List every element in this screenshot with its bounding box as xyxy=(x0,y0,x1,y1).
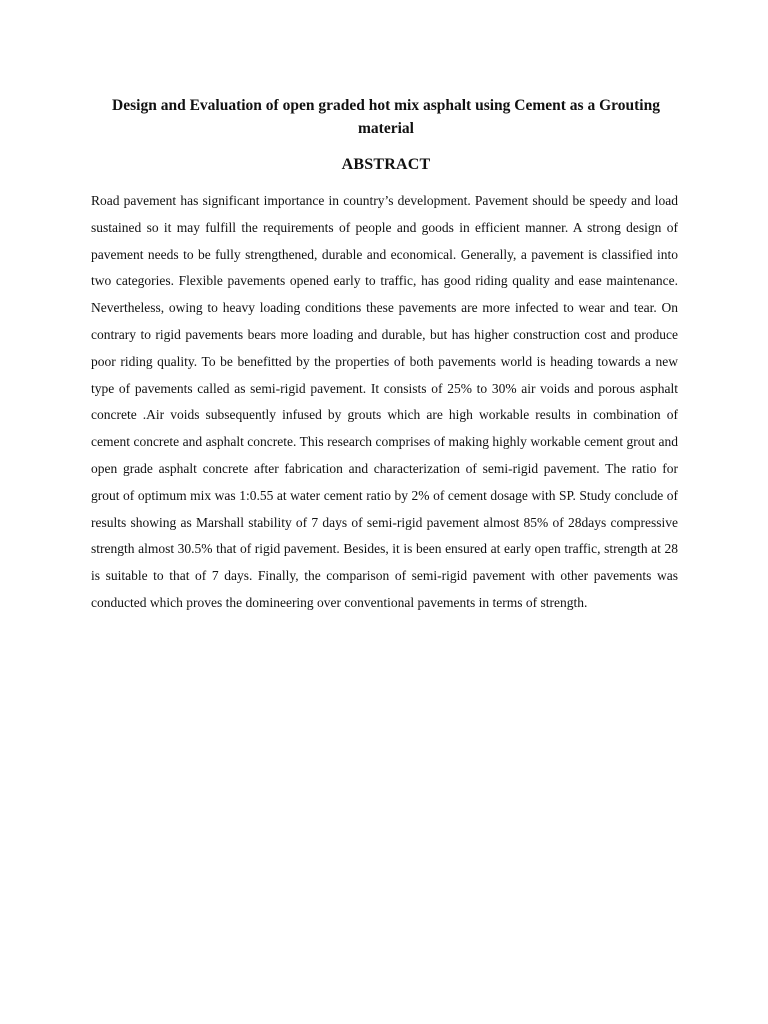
document-title: Design and Evaluation of open graded hot mix asphalt using Cement as a Grouting material xyxy=(112,97,660,137)
abstract-heading: ABSTRACT xyxy=(341,156,431,173)
abstract-paragraph: Road pavement has significant importance in country’s development. Pavement should be speedy and load sustained so it may fulfill the requirements of people and goods in efficient manner. A strong design of pavement needs to be fully strengthened, durable and economical. Generally, a pavement is classified into two categories. Flexible pavements opened early to traffic, has good riding quality and ease maintenance. Nevertheless, owing to heavy loading conditions these pavements are more infected to wear and tear. On contrary to rigid pavements bears more loading and durable, but has higher construction cost and produce poor riding quality. To be benefitted by the properties of both pavements world is heading towards a new type of pavements called as semi-rigid pavement. It consists of 25% to 30% air voids and porous asphalt concrete .Air voids subsequently infused by grouts which are high workable results in combination of cement concrete and asphalt concrete. This research comprises of making highly workable cement grout and open grade asphalt concrete after fabrication and characterization of semi-rigid pavement. The ratio for grout of optimum mix was 1:0.55 at water cement ratio by 2% of cement dosage with SP. Study conclude of results showing as Marshall stability of 7 days of semi-rigid pavement almost 85% of 28days compressive strength almost 30.5% that of rigid pavement. Besides, it is been ensured at early open traffic, strength at 28 is suitable to that of 7 days. Finally, the comparison of semi-rigid pavement with other pavements was conducted which proves the domineering over conventional pavements in terms of strength. xyxy=(91,193,678,610)
